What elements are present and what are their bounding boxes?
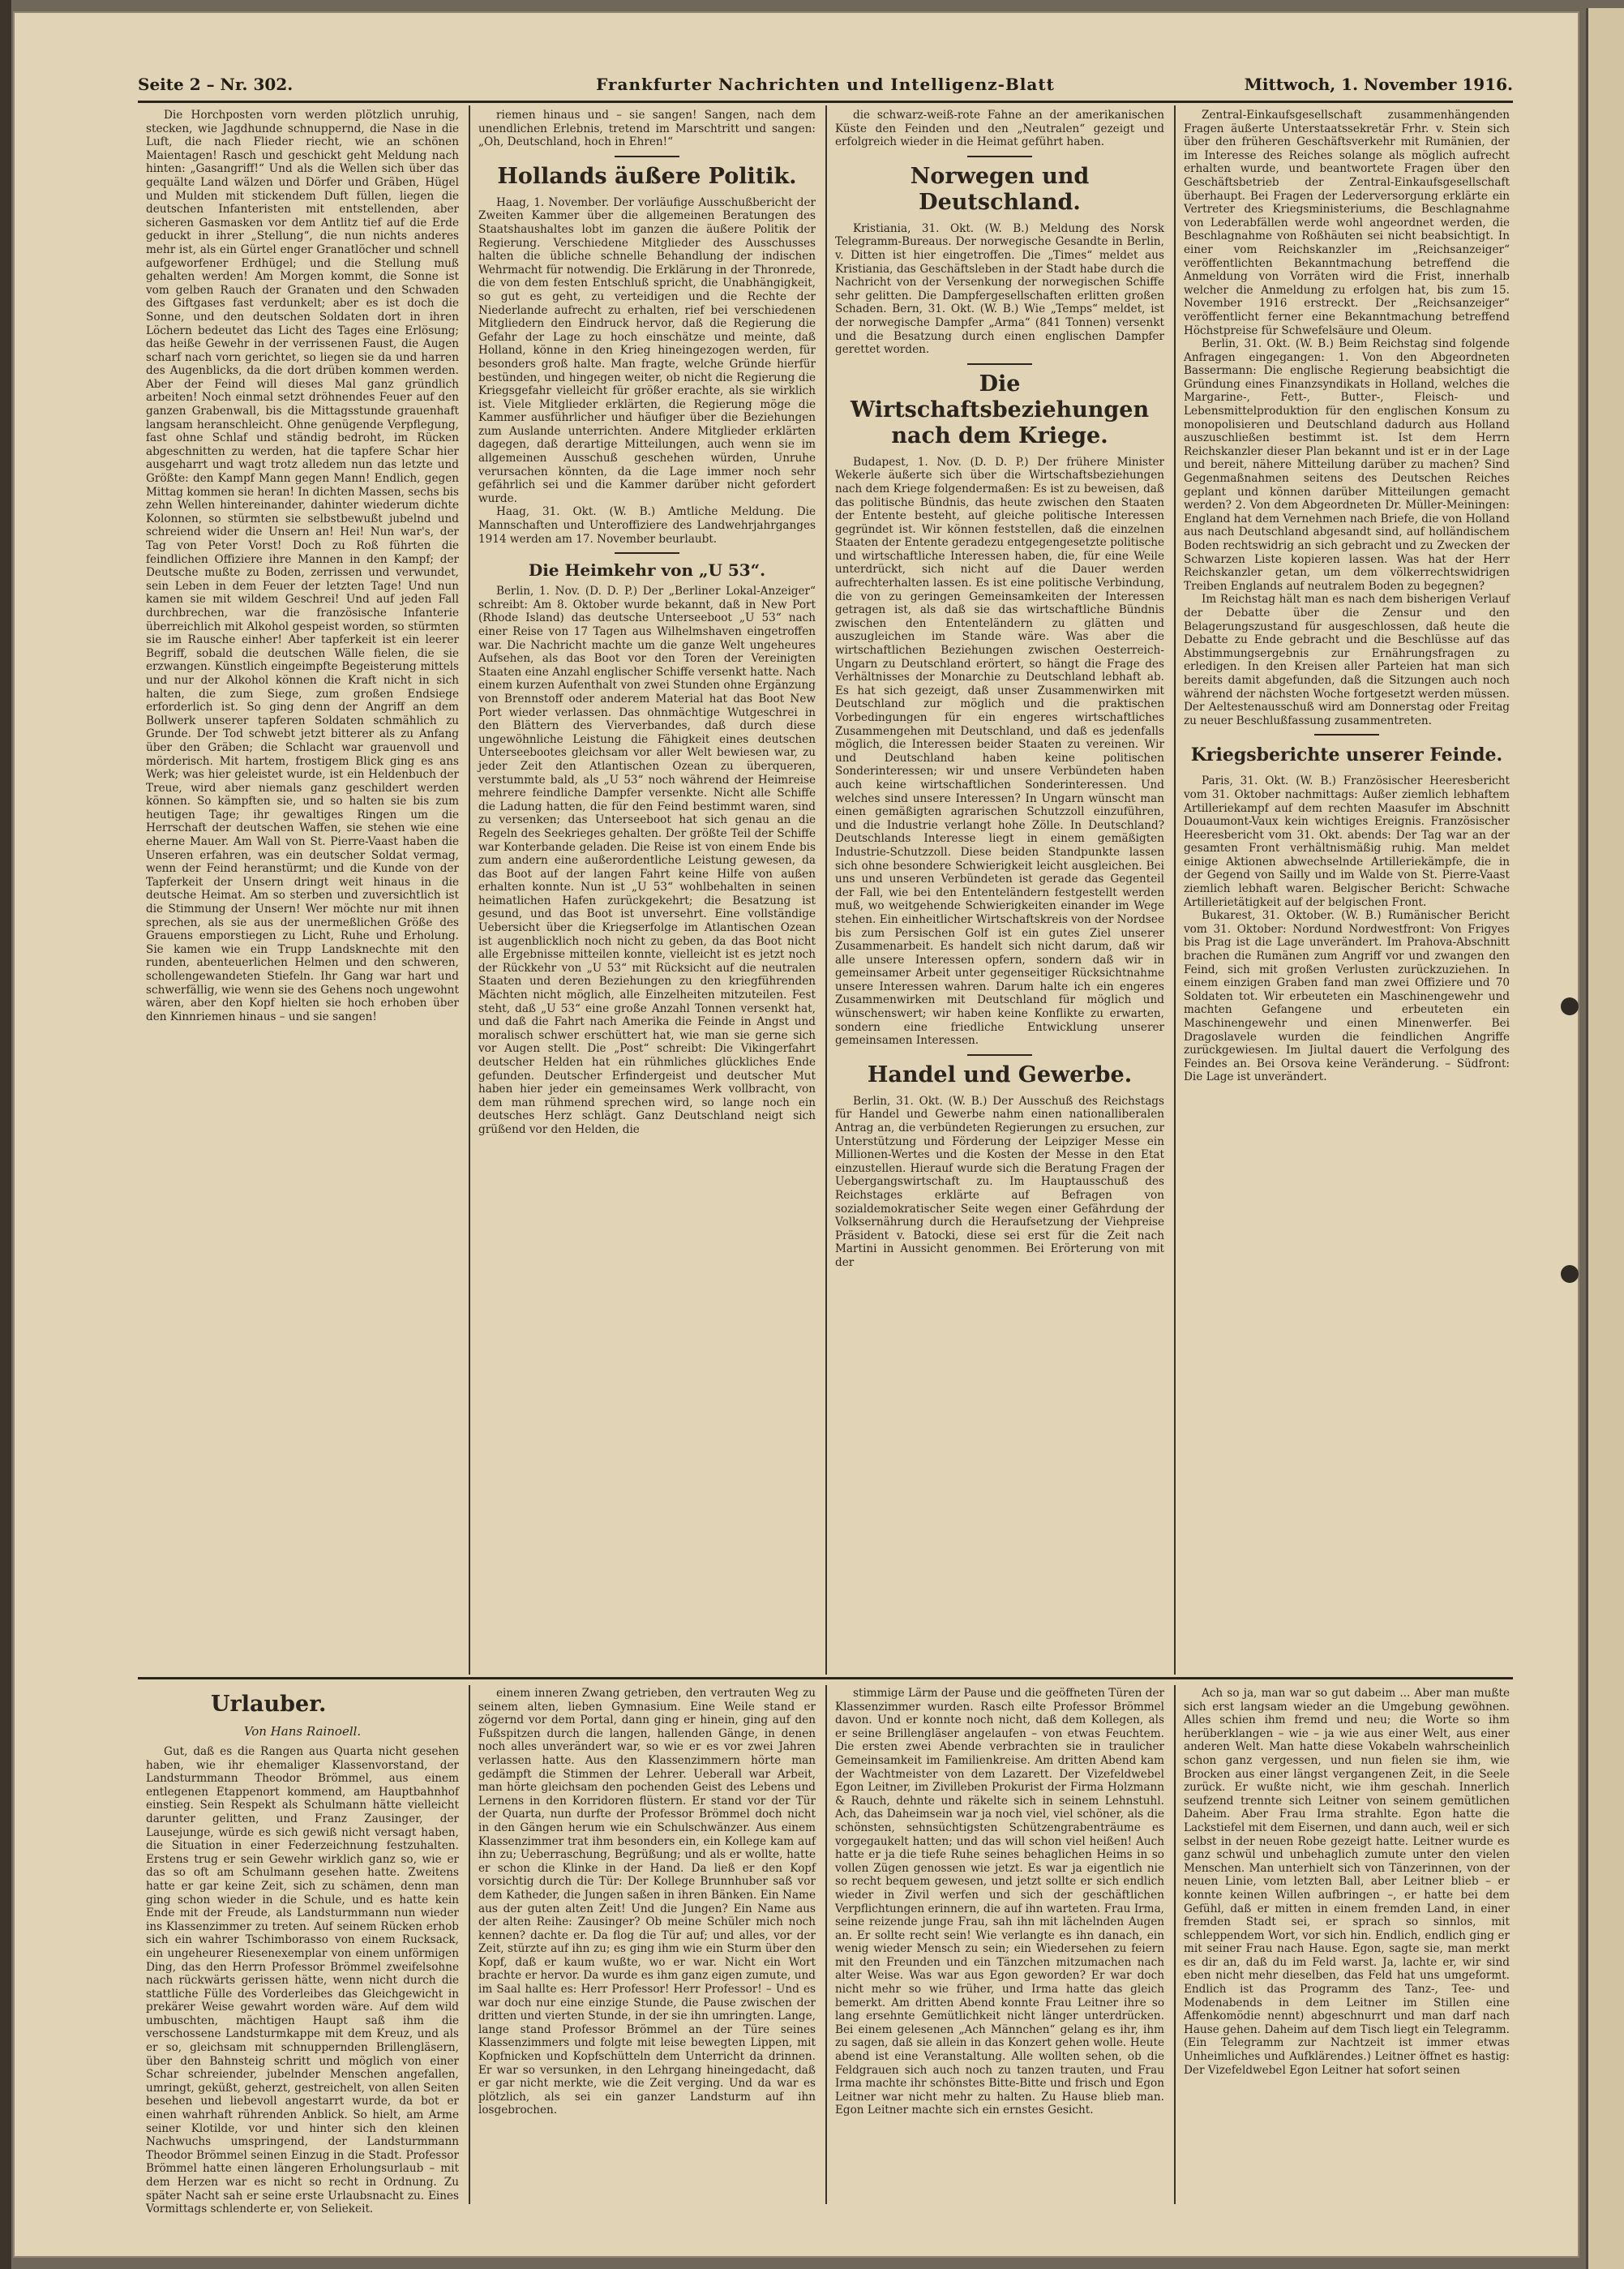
feuilleton-byline: Von Hans Rainoell.: [243, 1724, 362, 1739]
headline-kriegsberichte: Kriegsberichte unserer Feinde.: [1190, 744, 1503, 766]
column-3: [835, 109, 1164, 1674]
article-body: Haag, 1. November. Der vorläufige Ausschußbericht der Zweiten Kammer über die allgemeinen Beratungen des Staatshaushaltes lobt im ganzen die äußere Politik der Regierung. Verschiedene Mitglieder des Ausschusses halten die übliche schnelle Behandlung der indischen Wehrmacht für notwendig. Die Erklärung in der Thronrede, die von dem festen Entschluß spricht, die Unabhängigkeit, so gut es geht, zu verteidigen und die Rechte der Niederlande aufrecht zu erhalten, rief bei verschiedenen Mitgliedern den Eindruck hervor, daß die Regierung die Gefahr der Lage zu hoch einschätze und meinte, daß Holland, könne in den Krieg hineingezogen werden, für besonders groß halte. Man fragte, welche Gründe hierfür bestünden, und hingegen weiter, ob nicht die Regierung die Kriegsgefahr vielleicht für größer erachte, als sie wirklich ist. Viele Mitglieder erklärten, die Regierung möge die Kammer ausführlicher und häufiger über die Beziehungen zum Auslande unterrichten. Andere Mitglieder erklärten dagegen, daß derartige Mitteilungen, auch wenn sie im allgemeinen Ausschuß geschehen würden, Unruhe verursachen könnten, da die Lage immer noch sehr gefährlich sei und die Kammer darüber nicht gefordert wurde.: [478, 195, 816, 505]
feuilleton-column-2: [478, 1687, 816, 2206]
headline-heimkehr-u53: Die Heimkehr von „U 53“.: [528, 560, 766, 581]
article-continuation: riemen hinaus und – sie sangen! Sangen, nach dem unendlichen Erlebnis, tretend im Marschtritt und sangen: „Oh, Deutschland, hoch in Ehren!“: [478, 109, 816, 149]
column-4: [1184, 109, 1510, 1674]
article-body: Zentral-Einkaufsgesellschaft zusammenhängenden Fragen äußerte Unterstaatssekretär Frhr. v. Stein sich über den früheren Geschäftsverkehr mit Rumänien, der im Interesse des Reiches solange als möglich aufrecht erhalten wurde, und beantwortete Fragen über den Geschäftsbetrieb der Zentral-Einkaufsgesellschaft überhaupt. Bei Fragen der Lederversorgung erklärte ein Vertreter des Kriegsministeriums, die Beschlagnahme von Lederabfällen werde wohl angeordnet werden, die Beschlagnahme von Roßhäuten sei nicht beabsichtigt. In einer vom Reichskanzler im „Reichsanzeiger“ veröffentlichten Bekanntmachung betreffend die Anmeldung von Vorräten wird die Frist, innerhalb welcher die Anmeldung zu erfolgen hat, bis zum 15. November 1916 erstreckt. Der „Reichsanzeiger“ veröffentlicht ferner eine Bekanntmachung betreffend Höchstpreise für Schwefelsäure und Oleum.: [1184, 109, 1510, 337]
headline-norwegen: Norwegen und Deutschland.: [910, 163, 1090, 215]
feuilleton-column-3: [835, 1687, 1164, 2206]
column-rule: [1174, 105, 1176, 1675]
article-body: Berlin, 31. Okt. (W. B.) Beim Reichstag sind folgende Anfragen eingegangen: 1. Von den Abgeordneten Bassermann: Die englische Regierung beabsichtigt die Gründung eines Finanzsyndikats in Holland, welches die Margarine-, Fett-, Butter-, Fleisch- und Lebensmittelproduktion für den englischen Konsum zu monopolisieren und Deutschland dadurch aus Holland auszuschließen bestimmt ist. Ist dem Herrn Reichskanzler dieser Plan bekannt und ist er in der Lage und bereit, nähere Mitteilung darüber zu machen? Sind Gegenmaßnahmen seitens des Deutschen Reiches geplant und können darüber Mitteilungen gemacht werden? 2. Von dem Abgeordneten Dr. Müller-Meiningen: England hat dem Vernehmen nach Briefe, die von Holland aus nach Deutschland abgesandt sind, auf holländischem Boden rechtswidrig an sich gebracht und zu Zwecken der Schwarzen Liste kopieren lassen. Was hat der Herr Reichskanzler getan, um dem völkerrechtswidrigen Treiben Englands auf neutralem Boden zu begegnen?: [1184, 337, 1510, 593]
article-continuation: die schwarz-weiß-rote Fahne an der amerikanischen Küste den Feinden und den „Neutralen“ gezeigt und erfolgreich wieder in die Heimat geführt haben.: [835, 109, 1164, 149]
issue-date: Mittwoch, 1. November 1916.: [1244, 75, 1513, 94]
section-divider: [615, 552, 679, 554]
newspaper-title: Frankfurter Nachrichten und Intelligenz-Blatt: [596, 75, 1055, 94]
article-body: Die Horchposten vorn werden plötzlich unruhig, stecken, wie Jagdhunde schnuppernd, die Nase in die Luft, die nach Flieder riecht, wie an schönen Maientagen! Rasch und geschickt geht Meldung nach hinten: „Gasangriff!“ Und als die Wellen sich über das gequälte Land wälzen und Dörfer und Gräben, Hügel und Mulden mit stickendem Duft füllen, liegen die deutschen Infanteristen mit entstellenden, aber sicheren Gasmasken vor dem Antlitz tief auf die Erde geduckt in ihrer „Stellung“, die nun nichts anderes mehr ist, als ein Gürtel enger Granatlöcher und schnell aufgeworfener Erdhügel; und die Stellung muß gehalten werden! Am Morgen kommt, die Sonne ist vom gelben Rauch der Granaten und den Schwaden des Giftgases fast verdunkelt; aber es ist doch die Sonne, und den deutschen Soldaten dort in ihren Löchern bedeutet das Licht des Tages eine Erlösung; das heiße Gewehr in der verrissenen Faust, die Augen scharf nach vorn gerichtet, so liegen sie da und harren des Augenblicks, da die dort drüben kommen werden. Aber der Feind will dieses Mal ganz gründlich arbeiten! Noch einmal setzt dröhnendes Feuer auf den ganzen Grabenwall, bis die Mittagsstunde grauenhaft langsam heranschleicht. Ohne genügende Verpflegung, fast ohne Schlaf und ständig bedroht, im Rücken abgeschnitten zu werden, hat die tapfere Schar hier ausgeharrt und wagt trotz alledem nun das letzte und Größte: den Kampf Mann gegen Mann! Endlich, gegen Mittag kommen sie heran! In dichten Massen, sechs bis zehn Wellen hintereinander, dahinter wiederum dichte Kolonnen, so stürmten sie selbstbewußt jubelnd und schreiend wider die Unsern an! Hei! Nun war's, der Tag von Peter Vorst! Doch zu Roß führten die feindlichen Offiziere ihre Mannen in den Kampf; der Deutsche mußte zu Boden, zerrissen und verwundet, sein Leben in dem Feuer der letzten Tage! Und nun kamen sie mit wildem Geschrei! Und auf jeden Fall durchbrechen, war die französische Infanterie überreichlich mit Alkohol gespeist worden, so stürmten sie im Rausche einher! Aber tapferkeit ist ein leerer Begriff, sobald die deutschen Wälle fielen, die sie erzwangen. Künstlich eingeimpfte Begeisterung mittels und nur der Alkohol können die Kraft nicht in sich halten, die zum Siege, zum großen Endsiege erforderlich ist. So ging denn der Angriff an dem Bollwerk unserer tapferen Soldaten schmählich zu Grunde. Der Tod schwebt jetzt bitterer als zu Anfang über den Gräben; die Schlacht war grauenvoll und mörderisch. Mit hartem, frostigem Blick ging es ans Werk; was hier geleistet wurde, ist ein Heldenbuch der Treue, wird aber niemals ganz geschildert werden können. So kämpften sie, und so halten sie bis zum heutigen Tage; ihr gewaltiges Ringen um die Herrschaft der deutschen Waffen, sie stehen wie eine eherne Mauer. Am Wall von St. Pierre-Vaast haben die Unseren erfahren, was ein deutscher Soldat vermag, wenn der Feind heranstürmt; und die Kunde von der Tapferkeit der Unsern dringt weit hinaus in die deutsche Heimat. Am so sterben und zuversichtlich ist die Stimmung der Unsern! Wer möchte nur mit ihnen sprechen, als sie aus der unermeßlichen Größe des Grauens emporstiegen zu Licht, Ruhe und Erholung. Sie kamen wie ein Trupp Landsknechte mit den runden, abenteuerlichen Helmen und den schweren, schollengewandeten Stiefeln. Ihr Gang war hart und schwerfällig, wie wenn sie des Gehens noch ungewohnt wären, aber den Kopf hielten sie hoch erhoben über den Kinnriemen hinaus – und sie sangen!: [146, 109, 459, 1023]
section-divider: [967, 363, 1032, 365]
feuilleton-rule: [138, 1677, 1513, 1679]
article-body: Kristiania, 31. Okt. (W. B.) Meldung des Norsk Telegramm-Bureaus. Der norwegische Gesandte in Berlin, v. Ditten ist hier eingetroffen. Die „Times“ meldet aus Kristiania, das Geschäftsleben in der Stadt habe durch die Nachricht von der Versenkung der norwegischen Schiffe sehr gelitten. Die Dampfergesellschaften erlitten großen Schaden. Bern, 31. Okt. (W. B.) Wie „Temps“ meldet, ist der norwegische Dampfer „Arma“ (841 Tonnen) versenkt und die Besatzung durch einen englischen Dampfer gerettet worden.: [835, 221, 1164, 357]
headline-wirtschaftsbeziehungen: Die Wirtschaftsbeziehungen nach dem Kriege.: [850, 371, 1150, 448]
binding-hole: [1561, 1265, 1579, 1283]
section-divider: [1314, 734, 1379, 736]
column-rule: [469, 105, 470, 1675]
page-number: Seite 2 – Nr. 302.: [138, 75, 294, 94]
article-body: Paris, 31. Okt. (W. B.) Französischer Heeresbericht vom 31. Oktober nachmittags: Außer ziemlich lebhaftem Artilleriekampf auf dem rechten Maasufer im Abschnitt Douaumont-Vaux kein wichtiges Ereignis. Französischer Heeresbericht vom 31. Okt. abends: Der Tag war an der gesamten Front verhältnismäßig ruhig. Man meldet einige Aktionen abwechselnde Artilleriekämpfe, die in der Gegend von Sailly und im Walde von St. Pierre-Vaast ziemlich lebhaft waren. Belgischer Bericht: Schwache Artillerietätigkeit auf der belgischen Front.: [1184, 774, 1510, 909]
book-binding-edge: [0, 0, 11, 2269]
column-rule: [825, 1685, 827, 2204]
feuilleton-body: Ach so ja, man war so gut dabeim ... Aber man mußte sich erst langsam wieder an die Umgebung gewöhnen. Alles schien ihm fremd und neu; die Worte so ihm herüberklangen – wie – ja wie aus einer Welt, aus einer anderen Welt. Man hatte diese Vokabeln wahrscheinlich schon ganz vergessen, und nun fielen sie ihm, wie Brocken aus einer längst vergangenen Zeit, in die Seele zurück. Er wußte nicht, wie ihm geschah. Innerlich seufzend trennte sich Leitner von seinem gemütlichen Daheim. Aber Frau Irma strahlte. Egon hatte die Lackstiefel mit dem Eisernen, und dann auch, weil er sich selbst in der neuen Robe gezeigt hatte. Leitner wurde es ganz schwül und unbehaglich zumute unter den vielen Menschen. Man unterhielt sich von Tänzerinnen, von der neuen Linie, vom letzten Ball, aber Leitner blieb – er konnte keinen Willen aufbringen –, er hatte bei dem Gefühl, daß er mitten in einem fremden Land, in einer fremden Stadt sei, er sprach so sinnlos, mit schleppendem Wort, vor sich hin. Endlich, endlich ging er mit seiner Frau nach Hause. Egon, sagte sie, man merkt es dir an, daß du im Feld warst. Ja, lachte er, wir sind eben nicht mehr dieselben, das Feld hat uns umgeformt. Endlich ist das Programm des Tanz-, Tee- und Modenabends in dem Leitner im Stillen eine Affenkomödie nennt) abgeschnurrt und man darf nach Hause gehen. Daheim auf dem Tisch liegt ein Telegramm. (Ein Telegramm zur Nachtzeit ist immer etwas Unheimliches und Aufklärendes.) Leitner öffnet es hastig: Der Vizefeldwebel Egon Leitner hat sofort seinen: [1184, 1687, 1510, 2077]
feuilleton-body: Gut, daß es die Rangen aus Quarta nicht gesehen haben, wie ihr ehemaliger Klassenvorstand, der Landsturmmann Theodor Brömmel, aus einem entlegenen Etappenort kommend, am Hauptbahnhof einstieg. Sein Respekt als Schulmann hätte vielleicht darunter gelitten, und Franz Zausinger, der Lausejunge, würde es sich gewiß nicht versagt haben, die Situation in einer Federzeichnung festzuhalten. Erstens trug er sein Gewehr wirklich ganz so, wie er das so oft am Schulmann gesehen hatte. Zweitens hatte er gar keine Zeit, sich zu schämen, denn man ging schon wieder in die Schule, und es hatte kein Ende mit der Freude, als Landsturmmann nun wieder ins Klassenzimmer zu treten. Auf seinem Rücken erhob sich ein wahrer Tschimborasso von einem Rucksack, ein ungeheurer Riesenexemplar von einem unförmigen Ding, das den Herrn Professor Brömmel zweifelsohne nach rückwärts gerissen hätte, wenn nicht durch die stattliche Fülle des Vorderleibes das Gleichgewicht in prekärer Weise gewahrt worden wäre. Auf dem wild umbuschten, mächtigen Haupt saß ihm die verschossene Landsturmkappe mit dem Kreuz, und als er so, gleichsam mit schnuppernden Brillengläsern, über den Bahnsteig schritt und möglich von einer Schar schreiender, jubelnder Menschen angefallen, umringt, geküßt, geherzt, gestreichelt, von allen Seiten besehen und liebevoll angestarrt wurde, da bot er einen wahrhaft rührenden Anblick. So hielt, am Arme seiner Klotilde, vor und hinter sich den kleinen Nachwuchs umspringend, der Landsturmmann Theodor Brömmel seinen Einzug in die Stadt. Professor Brömmel hatte einen längeren Erholungsurlaub – mit dem Herzen war es nicht so recht in Ordnung. Zu später Nacht sah er seine erste Urlaubsnacht zu. Eines Vormittags schlenderte er, von Seliekeit.: [146, 1745, 459, 2216]
section-divider: [967, 1054, 1032, 1056]
column-rule: [1174, 1685, 1176, 2204]
column-rule: [469, 1685, 470, 2204]
column-1: [146, 109, 459, 1674]
headline-hollands-politik: Hollands äußere Politik.: [497, 163, 797, 189]
feuilleton-column-4: [1184, 1687, 1510, 2206]
article-body: Bukarest, 31. Oktober. (W. B.) Rumänischer Bericht vom 31. Oktober: Nordund Nordwestfront: Von Frigyes bis Prag ist die Lage unverändert. Im Prahova-Abschnitt brachen die Rumänen zum Angriff vor und zwangen den Feind, sich mit großen Verlusten zurückzuziehen. In einem einzigen Graben fand man zwei Offiziere und 70 Soldaten tot. Wir erbeuteten ein Maschinengewehr und machten Gefangene und erbeuteten ein Maschinengewehr und einen Minenwerfer. Bei Dragoslavele wurden die feindlichen Angriffe zurückgewiesen. Im Jiultal dauert die Verfolgung des Feindes an. Bei Orsova keine Veränderung. – Südfront: Die Lage ist unverändert.: [1184, 909, 1510, 1084]
feuilleton-body: stimmige Lärm der Pause und die geöffneten Türen der Klassenzimmer wurden. Rasch eilte Professor Brömmel davon. Und er konnte noch nicht, daß dem Kollegen, als er seine Brillengläser angelaufen – von etwas Feuchtem. Die ersten zwei Abende verbrachten sie in traulicher Gemeinsamkeit im Familienkreise. Am dritten Abend kam der Wachtmeister von dem Lazarett. Der Vizefeldwebel Egon Leitner, im Zivilleben Prokurist der Firma Holzmann & Rauch, dehnte und räkelte sich in seinem Lehnstuhl. Ach, das Daheimsein war ja noch viel, viel schöner, als die schönsten, sehnsüchtigsten Schützengrabenträume es vorgegaukelt hatten; und das will schon viel heißen! Auch hatte er ja die tiefe Ruhe seines behaglichen Heims in so vollen Zügen genossen wie jetzt. Es war ja eigentlich nie so recht bequem gewesen, und jetzt sollte er sich endlich wieder in Zivil werfen und sich der geschäftlichen Verpflichtungen erinnern, die auf ihn warteten. Frau Irma, seine reizende junge Frau, sah ihn mit lächelnden Augen an. Er sollte recht sein! Wie verlangte es ihn danach, ein wenig wieder Mensch zu sein; ein Wiedersehen zu feiern mit den Freunden und ein Tänzchen mitzumachen nach alter Weise. Was war aus Egon geworden? Er war doch nicht mehr so wie früher, und Irma hatte das gleich bemerkt. Am dritten Abend konnte Frau Leitner ihre so lang ersehnte Gemütlichkeit nicht länger unterdrücken. Bei einem gelesenen „Ach Männchen“ gelang es ihr, ihm zu sagen, daß sie allein in das Konzert gehen wolle. Heute abend ist eine Veranstaltung. Alle wollten sehen, ob die Feldgrauen sich auch noch zu tanzen trauten, und Frau Irma machte ihr schönstes Bitte-Bitte und frisch und Egon Leitner war nicht mehr zu halten. Zu Hause blieb man. Egon Leitner machte sich ein ernstes Gesicht.: [835, 1687, 1164, 2117]
feuilleton-column-1: [146, 1687, 459, 2216]
article-body: Im Reichstag hält man es nach dem bisherigen Verlauf der Debatte über die Zensur und den Belagerungszustand für ausgeschlossen, daß heute die Debatte zu Ende gebracht und die Beschlüsse auf das Abstimmungsergebnis zur Ernährungsfragen zu erledigen. In den Kreisen aller Parteien hat man sich bereits damit abgefunden, daß die Sitzungen auch noch während der nächsten Woche fortgesetzt werden müssen. Der Aeltestenausschuß wird am Donnerstag oder Freitag zu neuer Beschlußfassung zusammentreten.: [1184, 593, 1510, 727]
feuilleton-body: einem inneren Zwang getrieben, den vertrauten Weg zu seinem alten, lieben Gymnasium. Eine Weile stand er zögernd vor dem Portal, dann ging er hinein, ging auf den Fußspitzen durch die langen, hallenden Gänge, in denen noch alles unverändert war, so wie er es vor zwei Jahren verlassen hatte. Aus den Klassenzimmern hörte man gedämpft die Stimmen der Lehrer. Ueberall war Arbeit, man hörte gleichsam den pochenden Geist des Lebens und Lernens in den Korridoren flüstern. Er stand vor der Tür der Quarta, nun durfte der Professor Brömmel doch nicht in den Gängen herum wie ein Schulschwänzer. Aus einem Klassenzimmer trat ihm besonders ein, ein Kollege kam auf ihn zu; Ueberraschung, Begrüßung; und als er wollte, hatte er schon die Klinke in der Hand. Da ließ er den Kopf vorsichtig durch die Tür: Der Kollege Brunnhuber saß vor dem Katheder, die Jungen saßen in ihren Bänken. Ein Name aus der guten alten Zeit! Und die Jungen? Ein Name aus der alten Reihe: Zausinger? Ob meine Schüler mich noch kennen? dachte er. Da flog die Tür auf; und alles, vor der Zeit, stürzte auf ihn zu; es ging ihm wie ein Sturm über den Kopf, daß er kaum wußte, wo er war. Nicht ein Wort brachte er hervor. Da wurde es ihm ganz eigen zumute, und im Saal hallte es: Herr Professor! Herr Professor! – Und es war doch nur eine einzige Stunde, die Pause zwischen der dritten und vierten Stunde, in der sie ihn umringten. Lange, lange stand Professor Brömmel an der Türe seines Klassenzimmers und folgte mit leise bewegten Lippen, mit Kopfnicken und Kopfschütteln dem Unterricht da drinnen. Er war so versunken, in den Lehrgang hineingedacht, daß er gar nicht merkte, wie die Zeit verging. Und da war es plötzlich, als sei ein ganzer Landsturm auf ihn losgebrochen.: [478, 1687, 816, 2117]
binding-hole: [1561, 997, 1579, 1015]
masthead-rule: [138, 101, 1513, 103]
column-2: [478, 109, 816, 1674]
article-body: Berlin, 31. Okt. (W. B.) Der Ausschuß des Reichstags für Handel und Gewerbe nahm einen nationalliberalen Antrag an, die verbündeten Regierungen zu ersuchen, zur Unterstützung und Förderung der Leipziger Messe ein Millionen-Wertes und die Kosten der Messe in den Etat einzustellen. Hierauf wurde sich die Beratung Fragen der Uebergangswirtschaft zu. Im Hauptausschuß des Reichstages erklärte auf Befragen von sozialdemokratischer Seite wegen einer Gefährdung der Volksernährung durch die Heraufsetzung der Viehpreise Präsident v. Batocki, diese sei erst für die Zeit nach Martini in Aussicht genommen. Bei Erörterung von mit der: [835, 1094, 1164, 1269]
feuilleton-title: Urlauber.: [211, 1692, 327, 1717]
section-divider: [615, 156, 679, 157]
article-body: Berlin, 1. Nov. (D. D. P.) Der „Berliner Lokal-Anzeiger“ schreibt: Am 8. Oktober wurde bekannt, daß in New Port (Rhode Island) das deutsche Unterseeboot „U 53“ nach einer Reise von 17 Tagen aus Wilhelmshaven eingetroffen war. Die Nachricht machte um die ganze Welt ungeheures Aufsehen, als das Boot vor den Toren der Vereinigten Staaten eine Anzahl englischer Schiffe versenkt hatte. Nach einem kurzen Aufenthalt von zwei Stunden ohne Ergänzung von Brennstoff oder anderem Material hat das Boot New Port wieder verlassen. Das ohnmächtige Wutgeschrei in den Blättern des Vierverbandes, daß durch diese ungewöhnliche Leistung die Fähigkeit eines deutschen Unterseebootes gleichsam vor aller Welt bewiesen war, zu jeder Zeit den Atlantischen Ozean zu überqueren, verstummte bald, als „U 53“ noch während der Heimreise mehrere feindliche Dampfer versenkte. Nicht alle Schiffe die Ladung hatten, die für den Feind bestimmt waren, sind zu versenken; das Unterseeboot hat sich genau an die Regeln des Seekrieges gehalten. Der größte Teil der Schiffe war Konterbande geladen. Die Reise ist von einem Ende bis zum andern eine außerordentliche Leistung gewesen, da das Boot auf der langen Fahrt keine Hilfe von außen erhalten konnte. Nun ist „U 53“ wohlbehalten in seinen heimatlichen Hafen zurückgekehrt; die Besatzung ist gesund, und das Boot ist unversehrt. Eine vollständige Uebersicht über die Kriegserfolge im Atlantischen Ozean ist augenblicklich noch nicht zu geben, da das Boot nicht alle Ergebnisse mitteilen konnte, vielleicht ist es jetzt noch der Rückkehr von „U 53“ mit Rücksicht auf die neutralen Staaten und deren Beziehungen zu den kriegführenden Mächten nicht möglich, alle Einzelheiten mitzuteilen. Fest steht, daß „U 53“ eine große Anzahl Tonnen versenkt hat, und daß die Fahrt nach Amerika die Feinde in Angst und moralisch schwer erschüttert hat, wie man sie gerne sich vor Augen stellt. Die „Post“ schreibt: Die Vikingerfahrt deutscher Helden hat ein rühmliches glückliches Ende gefunden. Deutscher Erfindergeist und deutscher Mut haben hier jeder ein gemeinsames Werk vollbracht, von dem man rühmend sprechen wird, so lange noch ein deutsches Herz schlägt. Ganz Deutschland neigt sich grüßend vor den Helden, die: [478, 585, 816, 1136]
section-divider: [967, 156, 1032, 157]
masthead: [138, 75, 1513, 97]
article-body: Haag, 31. Okt. (W. B.) Amtliche Meldung. Die Mannschaften und Unteroffiziere des Landwehrjahrganges 1914 werden am 17. November beurlaubt.: [478, 505, 816, 546]
article-body: Budapest, 1. Nov. (D. D. P.) Der frühere Minister Wekerle äußerte sich über die Wirtschaftsbeziehungen nach dem Kriege folgendermaßen: Es ist zu beweisen, daß das politische Bündnis, das heute zwischen den Staaten der Entente besteht, auf gleiche politische Interessen gegründet ist. Wir können feststellen, daß die einzelnen Staaten der Entente geradezu entgegengesetzte politische und wirtschaftliche Interessen haben, die, für eine Weile unterdrückt, sich nicht auf die Dauer werden aufrechterhalten lassen. Es ist eine politische Verbindung, die von zu geringen Gemeinsamkeiten der Interessen getragen ist, als daß sie das wirtschaftliche Bündnis zwischen den Ententeländern zu glätten und auszugleichen im Stande wäre. Was aber die wirtschaftlichen Beziehungen zwischen Oesterreich-Ungarn zu Deutschland erörtert, so hängt die Frage des Verhältnisses der Monarchie zu Deutschland lebhaft ab. Es hat sich gezeigt, daß unser Zusammenwirken mit Deutschland zur möglich und die praktischen Vorbedingungen für ein engeres wirtschaftliches Zusammengehen mit Deutschland, und daß es jedenfalls möglich, die Interessen beider Staaten zu vereinen. Wir und Deutschland haben keine politischen Sonderinteressen; wir und unsere Verbündeten haben auch keine wirtschaftlichen Sonderinteressen. Und welches sind unsere Interessen? In Ungarn wünscht man einen gemäßigten agrarischen Schutzzoll einzuführen, und die Industrie verlangt hohe Zölle. In Deutschland? Deutschlands Interesse liegt in einem gemäßigten Industrie-Schutzzoll. Diese beiden Standpunkte lassen sich ohne besondere Schwierigkeit leicht ausgleichen. Bei uns und unseren Verbündeten ist gerade das Gegenteil der Fall, wie bei den Ententeländern festgestellt werden muß, wo weitgehende Schwierigkeiten einander im Wege stehen. Ein einheitlicher Wirtschaftskreis von der Nordsee bis zum Persischen Golf ist ein gutes Ziel unserer Zusammenarbeit. Es handelt sich nicht darum, daß wir alle unsere Interessen opfern, sondern daß wir in gemeinsamer Arbeit unter gegenseitiger Rücksichtnahme unsere Interessen wahren. Darum halte ich ein engeres Zusammenwirken mit Deutschland für möglich und wünschenswert; wir haben keine Konflikte zu erwarten, sondern eine friedliche Entwicklung unserer gemeinsamen Interessen.: [835, 455, 1164, 1048]
column-rule: [825, 105, 827, 1675]
headline-handel-gewerbe: Handel und Gewerbe.: [867, 1062, 1133, 1087]
adjacent-page-edge: [1586, 8, 1624, 2269]
